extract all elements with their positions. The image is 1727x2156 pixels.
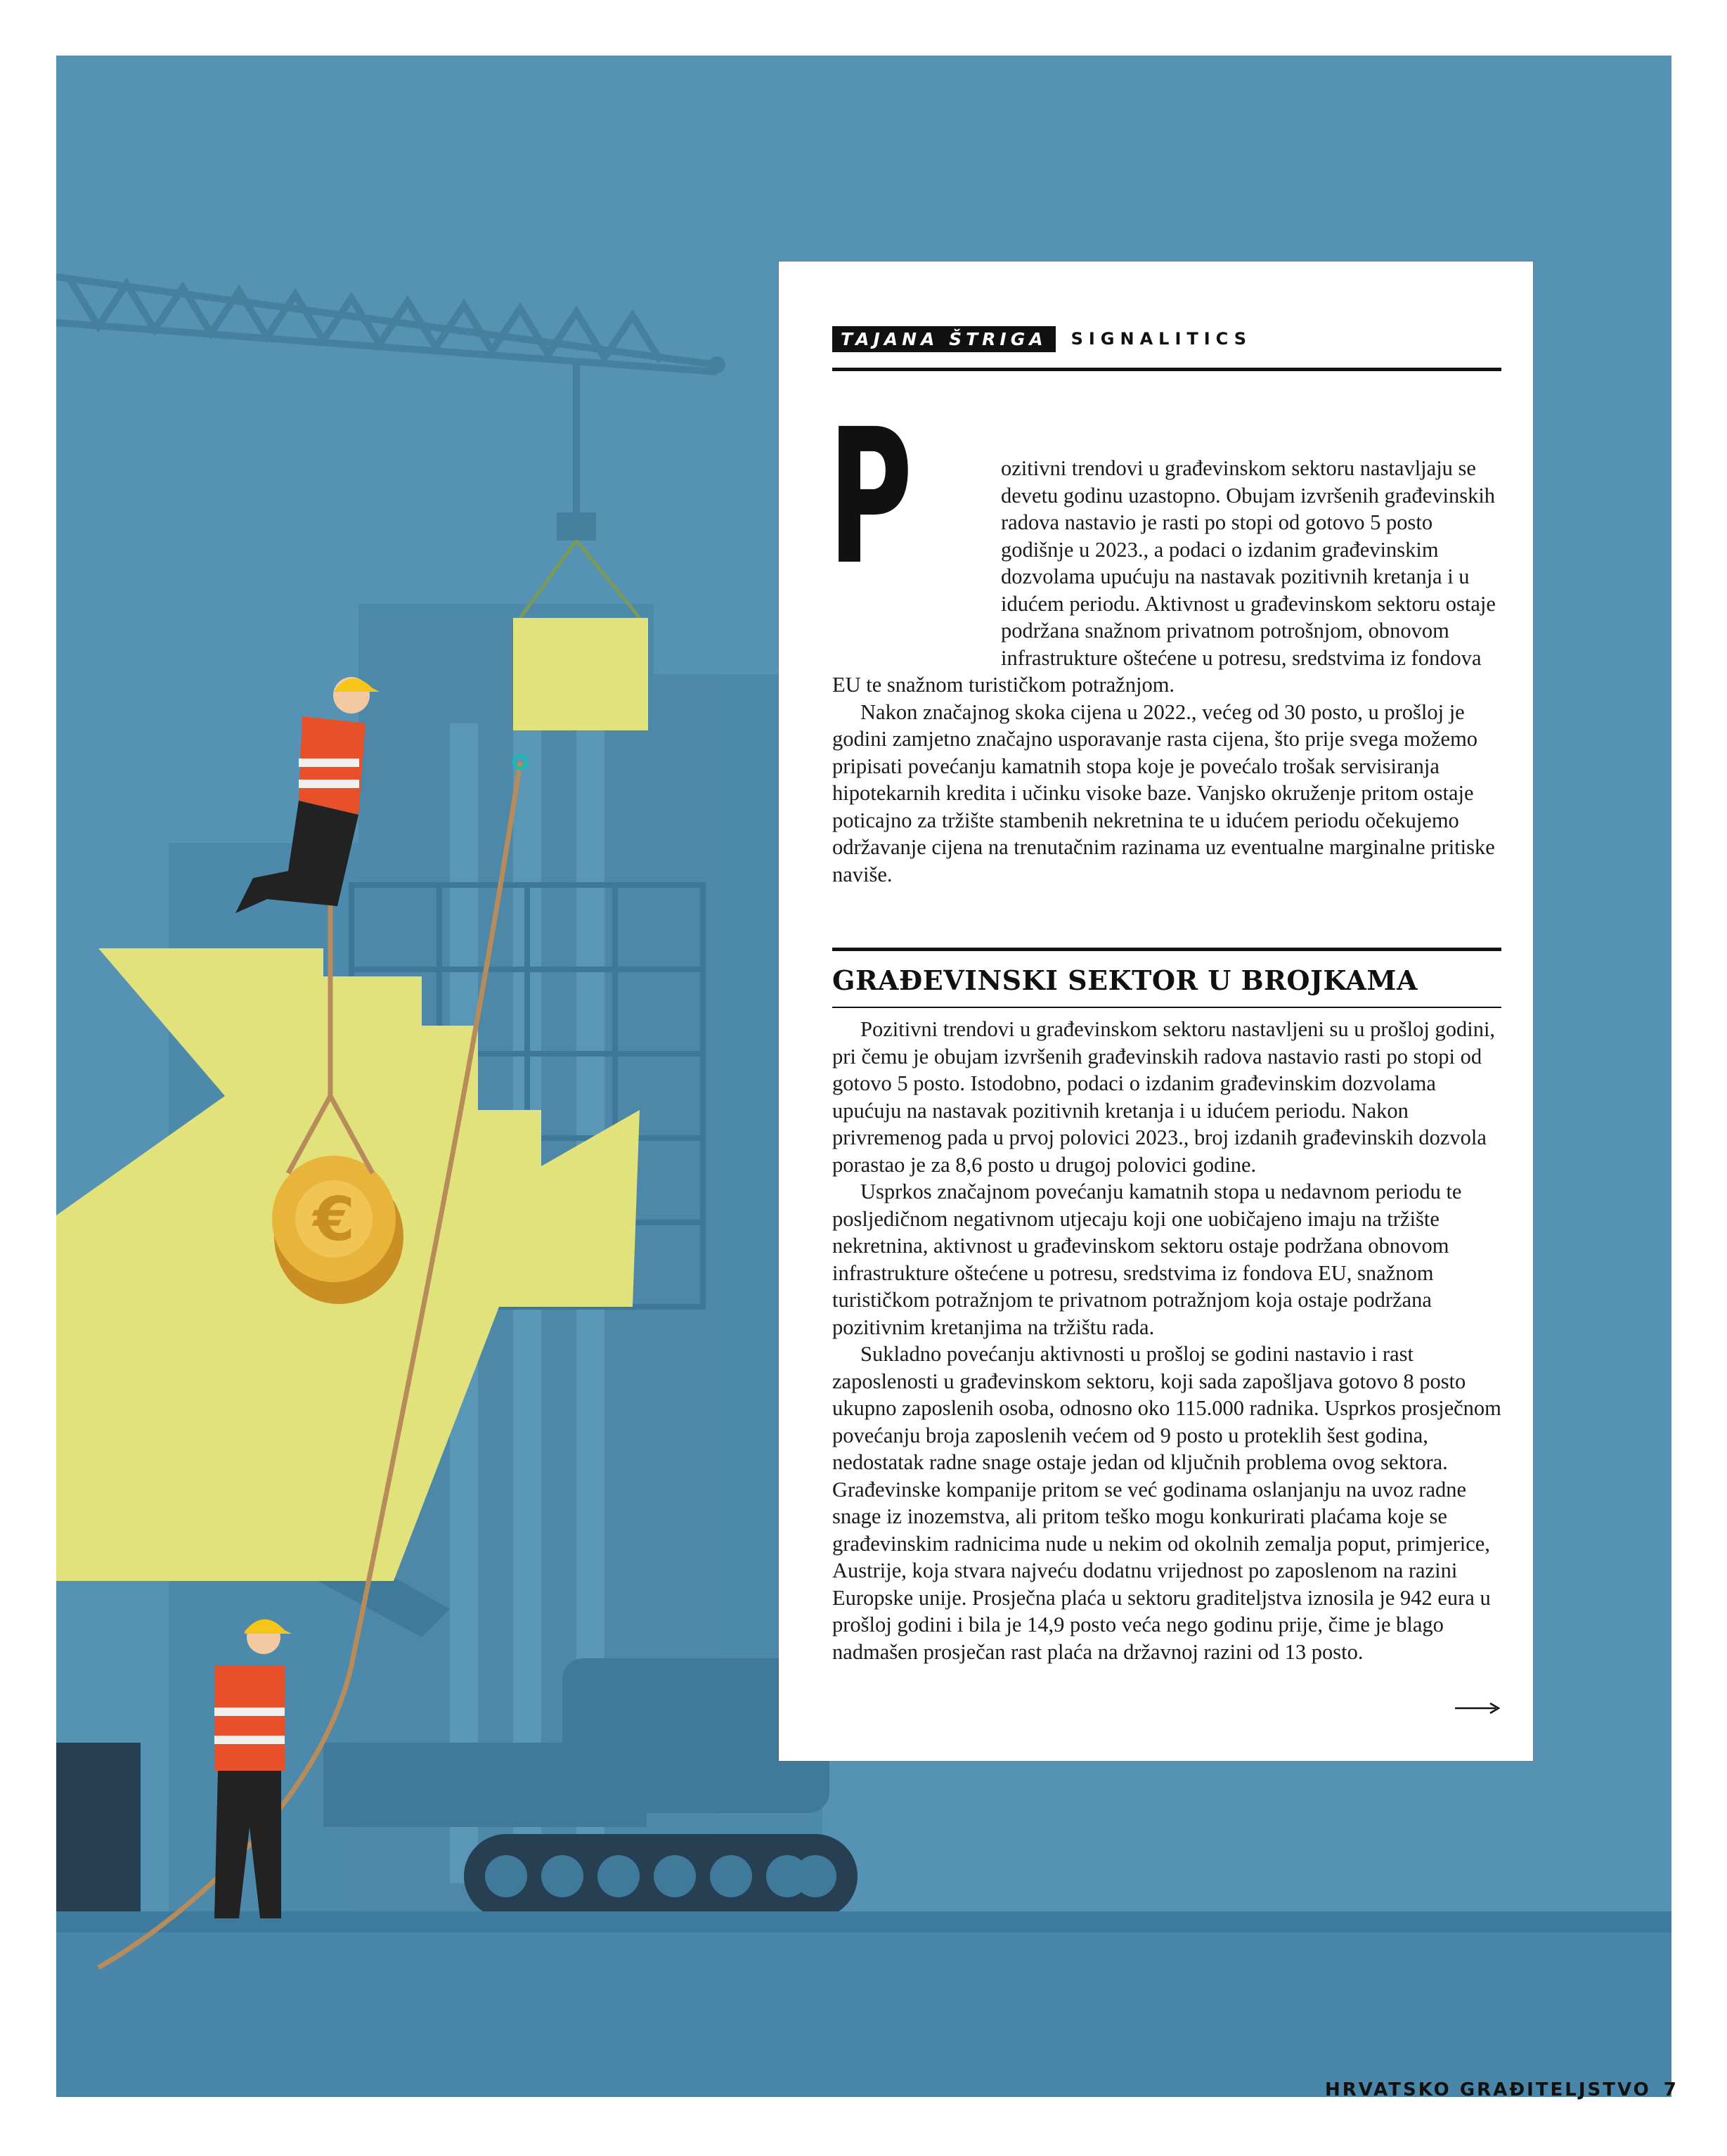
body-paragraph-2: Usprkos značajnom povećanju kamatnih stopa u nedavnom periodu te posljedičnom negativnom utjecaju koji one uobičajeno imaju na tržište nekretnina, aktivnost u građevinskom sektoru ostaje podržana obnovom infrastrukture oštećene u potresu, sredstvima iz fondova EU, snažnom turističkom potražnjom te privatnom potražnjom koja ostaje podržana pozitivnim kretanjima na tržištu rada. bbox=[832, 1180, 1462, 1339]
intro-text bbox=[832, 455, 1501, 888]
magazine-name: HRVATSKO GRAĐITELJSTVO bbox=[1325, 2079, 1651, 2100]
author-name: TAJANA ŠTRIGA bbox=[832, 326, 1056, 352]
section-name: SIGNALITICS bbox=[1071, 329, 1253, 349]
intro-paragraph-2: Nakon značajnog skoka cijena u 2022., većeg od 30 posto, u prošloj je godini zamjetno značajno usporavanje rasta cijena, što prije svega možemo pripisati povećanju kamatnih stopa koje je povećalo trošak servisiranja hipotekarnih kredita i učinku visoke baze. Vanjsko okruženje pritom ostaje poticajno za tržište stambenih nekretnina te u idućem periodu očekujemo održavanje cijena na trenutačnim razinama uz eventualne marginalne pritiske naviše. bbox=[832, 699, 1495, 886]
byline bbox=[832, 325, 1252, 353]
arrow-right-icon[interactable] bbox=[1455, 1701, 1500, 1715]
body-paragraph-1: Pozitivni trendovi u građevinskom sektoru nastavljeni su u prošloj godini, pri čemu je obujam izvršenih građevinskih radova nastavio rasti po stopi od gotovo 5 posto. Istodobno, podaci o izdanim građevinskim dozvolama upućuju na nastavak pozitivnih kretanja i u idućem periodu. Nakon privremenog pada u prvoj polovici 2023., broj izdanih građevinskih dozvola porastao je za 8,6 posto u drugoj polovici godine. bbox=[832, 1017, 1496, 1177]
page-number: 7 bbox=[1663, 2079, 1679, 2100]
drop-cap: P bbox=[828, 389, 913, 606]
crate bbox=[513, 618, 648, 730]
section-rule bbox=[832, 948, 1501, 951]
svg-text:€: € bbox=[313, 1184, 355, 1255]
heading-underline bbox=[832, 1007, 1501, 1008]
body-paragraph-3: Sukladno povećanju aktivnosti u prošloj se godini nastavio i rast zaposlenosti u građevinskom sektoru, koji sada zapošljava gotovo 8 posto ukupno zaposlenih osoba, odnosno oko 115.000 radnika. Usprkos prosječnom povećanju broja zaposlenih većem od 9 posto u proteklih šest godina, nedostatak radne snage ostaje jedan od ključnih problema ovog sektora. Građevinske kompanije pritom se već godinama oslanjanju na uvoz radne snage iz inozemstva, ali pritom teško mogu konkurirati plaćama koje se građevinskim radnicima nude u nekim od okolnih zemalja poput, primjerice, Austrije, koja stvara najveću dodatnu vrijednost po zaposlenom na razini Europske unije. Prosječna plaća u sektoru graditeljstva iznosila je 942 eura u prošloj godini i bila je 14,9 posto veća nego godinu prije, čime je blago nadmašen prosječan rast plaća na državnoj razini od 13 posto. bbox=[832, 1342, 1501, 1664]
intro-paragraph-1: ozitivni trendovi u građevinskom sektoru nastavljaju se devetu godinu uzastopno. Obujam izvršenih građevinskih radova nastavio je rasti po stopi od gotovo 5 posto godišnje u 2023., a podaci o izdanim građevinskim dozvolama upućuju na nastavak pozitivnih kretanja i u idućem periodu. Aktivnost u građevinskom sektoru ostaje podržana snažnom privatnom potrošnjom, obnovom infrastrukture oštećene u potresu, sredstvima iz fondova EU te snažnom turističkom potražnjom. bbox=[832, 456, 1496, 697]
page-footer bbox=[1325, 2079, 1679, 2100]
article-body bbox=[832, 1016, 1501, 1665]
section-heading: GRAĐEVINSKI SEKTOR U BROJKAMA bbox=[832, 964, 1418, 996]
top-rule bbox=[832, 368, 1501, 371]
